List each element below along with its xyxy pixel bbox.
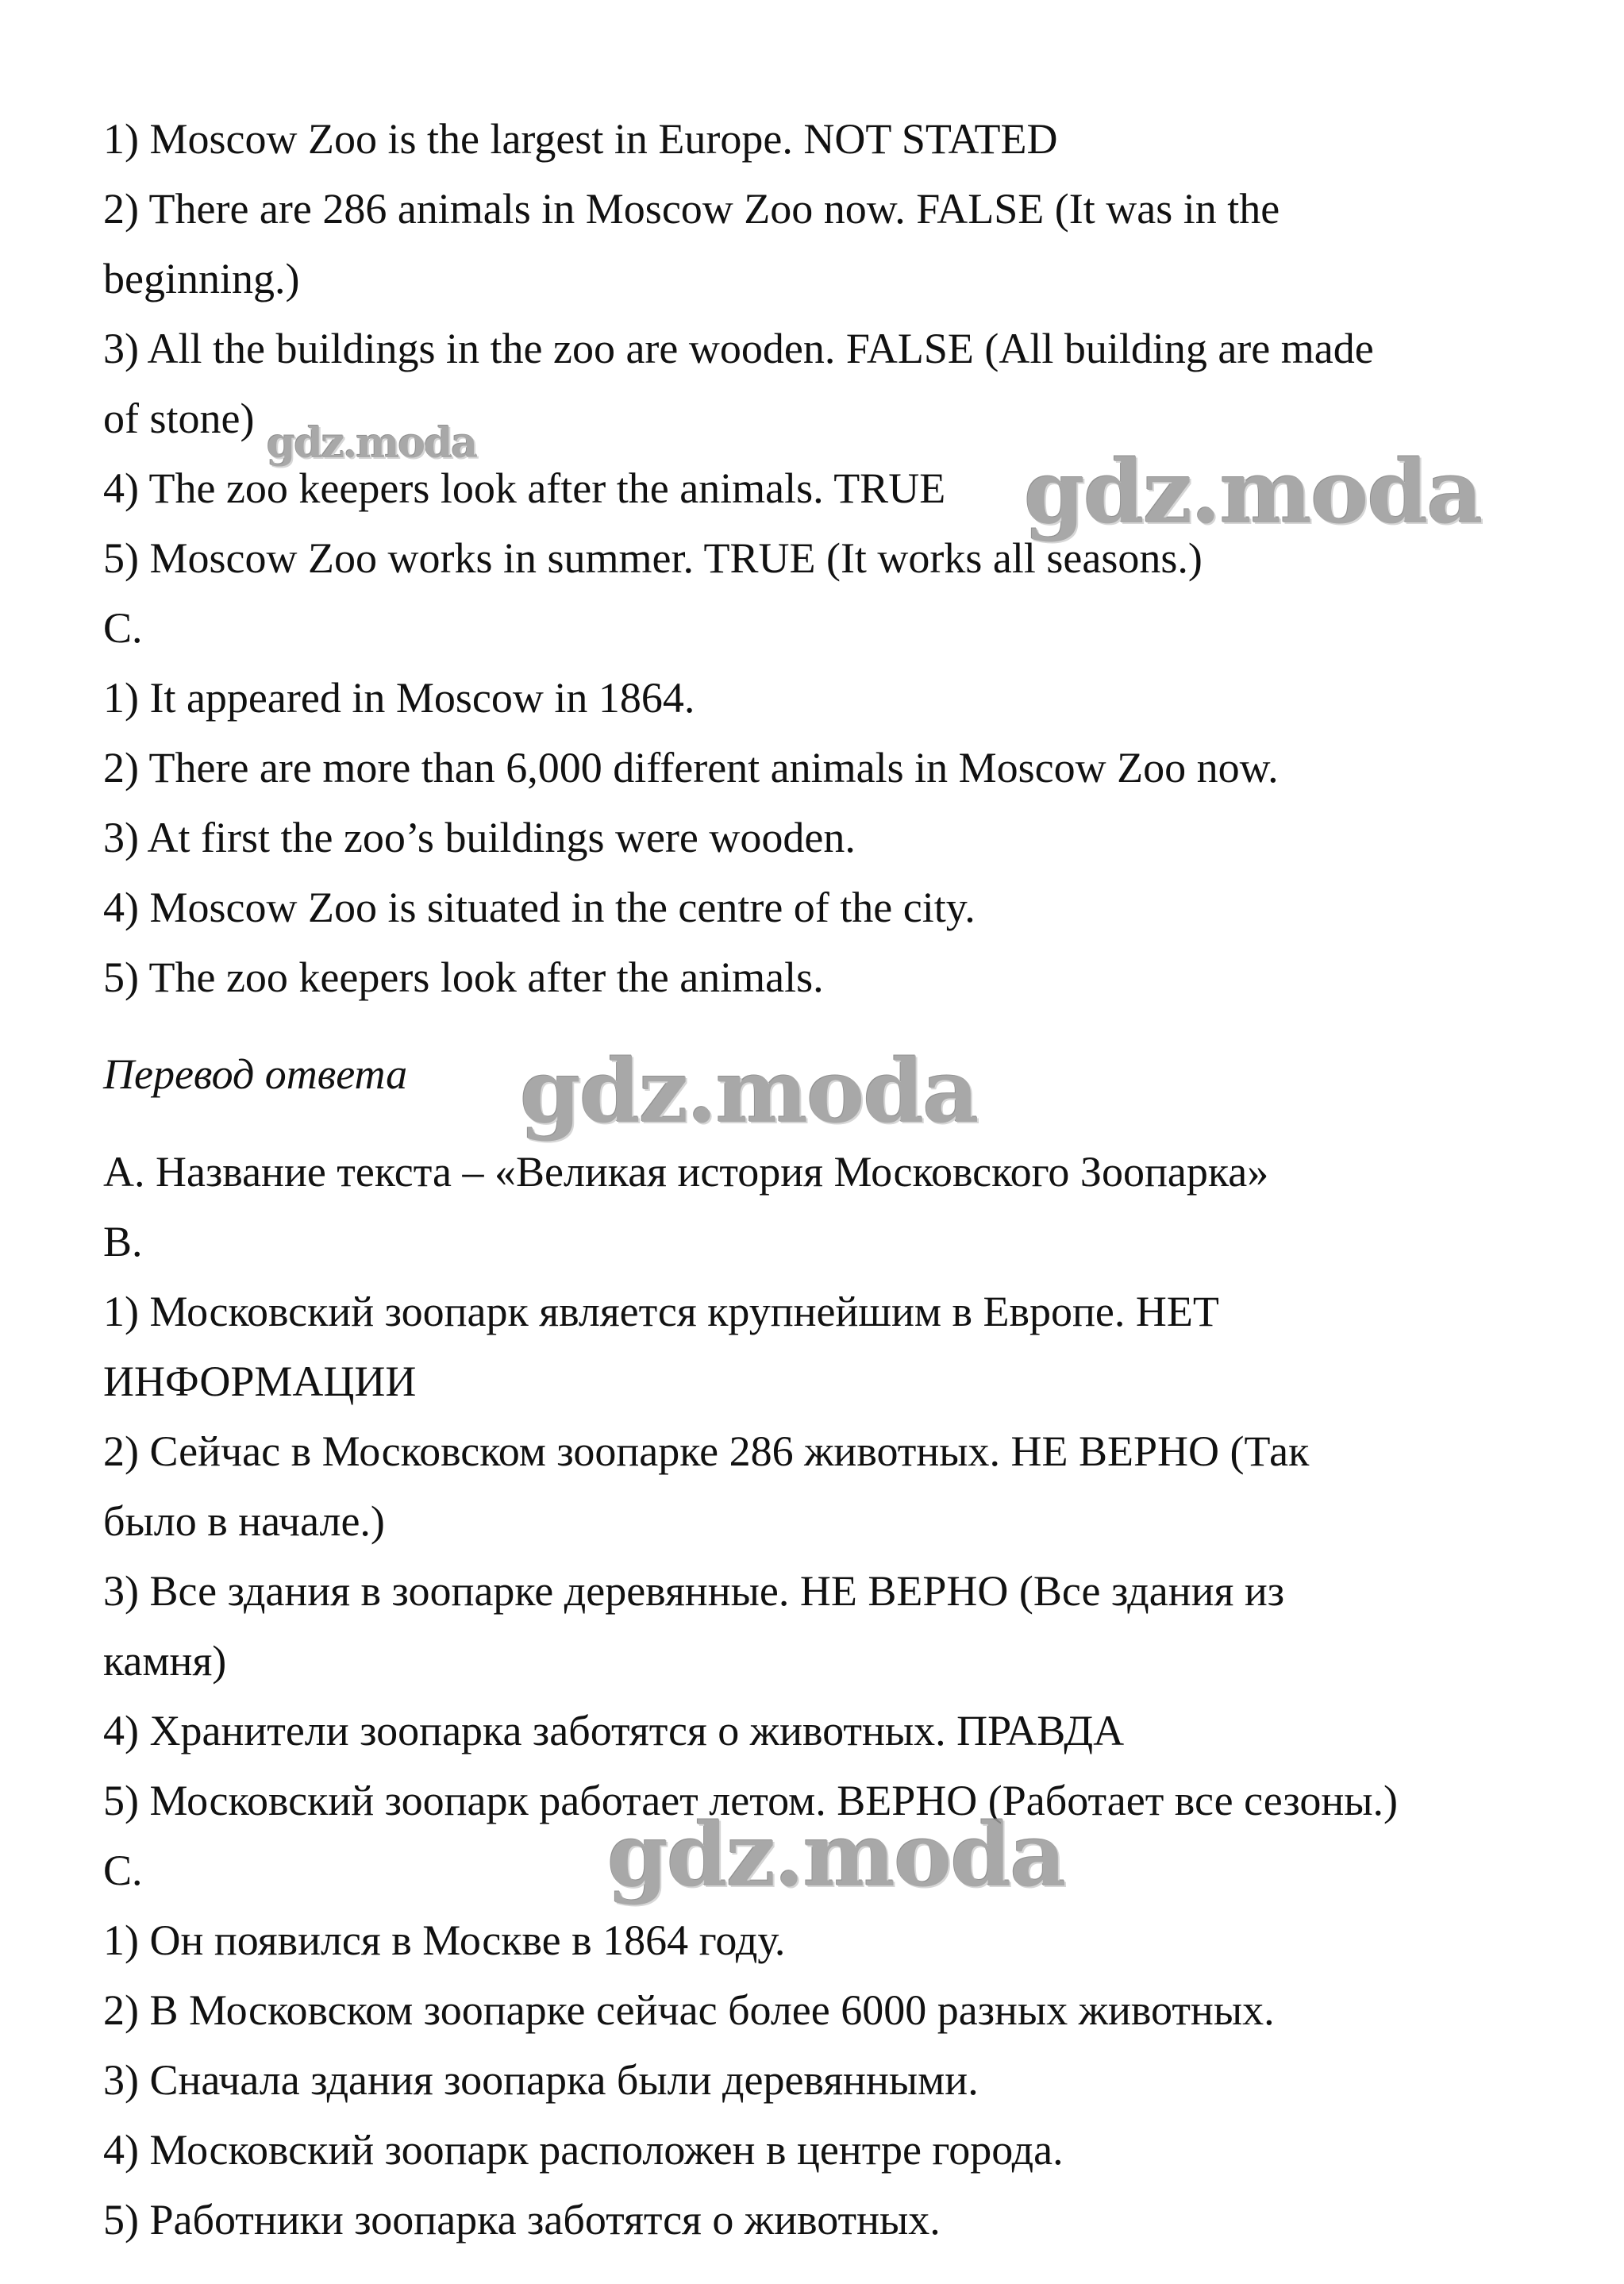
russian-c-line-4: 4) Московский зоопарк расположен в центре города.	[103, 2126, 1064, 2174]
russian-c-line-3: 3) Сначала здания зоопарка были деревянными.	[103, 2056, 979, 2104]
watermark-3: gdz.moda	[607, 1804, 1065, 1906]
english-c-line-2: 2) There are more than 6,000 different animals in Moscow Zoo now.	[103, 744, 1279, 792]
russian-b-line-3: 2) Сейчас в Московском зоопарке 286 животных. НЕ ВЕРНО (Так	[103, 1427, 1310, 1475]
english-b-line-3: beginning.)	[103, 255, 300, 302]
watermark-small: gdz.moda	[267, 419, 477, 468]
russian-c-line-2: 2) В Московском зоопарке сейчас более 6000 разных животных.	[103, 1986, 1275, 2034]
english-b-line-2: 2) There are 286 animals in Moscow Zoo now. FALSE (It was in the	[103, 185, 1280, 233]
russian-b-line-5: 3) Все здания в зоопарке деревянные. НЕ ВЕРНО (Все здания из	[103, 1567, 1285, 1615]
english-c-line-5: 5) The zoo keepers look after the animals.	[103, 953, 824, 1001]
english-b-line-4: 3) All the buildings in the zoo are wooden. FALSE (All building are made	[103, 325, 1374, 372]
russian-b-line-7: 4) Хранители зоопарка заботятся о животных. ПРАВДА	[103, 1707, 1125, 1754]
russian-b-line-4: было в начале.)	[103, 1497, 385, 1545]
english-c-label: C.	[103, 604, 143, 652]
russian-b-label: В.	[103, 1218, 143, 1265]
russian-b-line-6: камня)	[103, 1637, 227, 1685]
english-b-line-6: 4) The zoo keepers look after the animals. TRUE	[103, 464, 946, 512]
russian-b-line-2: ИНФОРМАЦИИ	[103, 1358, 417, 1405]
russian-a-line: А. Название текста – «Великая история Московского Зоопарка»	[103, 1148, 1269, 1196]
watermark-1: gdz.moda	[1024, 441, 1482, 543]
watermark-2: gdz.moda	[520, 1040, 978, 1142]
english-c-line-1: 1) It appeared in Moscow in 1864.	[103, 674, 695, 722]
russian-c-line-1: 1) Он появился в Москве в 1864 году.	[103, 1916, 786, 1964]
english-b-line-7: 5) Moscow Zoo works in summer. TRUE (It works all seasons.)	[103, 534, 1203, 582]
english-b-line-5: of stone)	[103, 395, 255, 442]
russian-c-label: С.	[103, 1847, 143, 1894]
russian-b-line-8: 5) Московский зоопарк работает летом. ВЕРНО (Работает все сезоны.)	[103, 1777, 1398, 1824]
russian-b-line-1: 1) Московский зоопарк является крупнейшим в Европе. НЕТ	[103, 1288, 1219, 1335]
english-b-line-1: 1) Moscow Zoo is the largest in Europe. NOT STATED	[103, 115, 1058, 163]
english-c-line-4: 4) Moscow Zoo is situated in the centre of the city.	[103, 884, 976, 931]
translation-heading: Перевод ответа	[103, 1050, 408, 1098]
english-c-line-3: 3) At first the zoo’s buildings were wooden.	[103, 814, 856, 861]
russian-c-line-5: 5) Работники зоопарка заботятся о животных.	[103, 2196, 941, 2244]
